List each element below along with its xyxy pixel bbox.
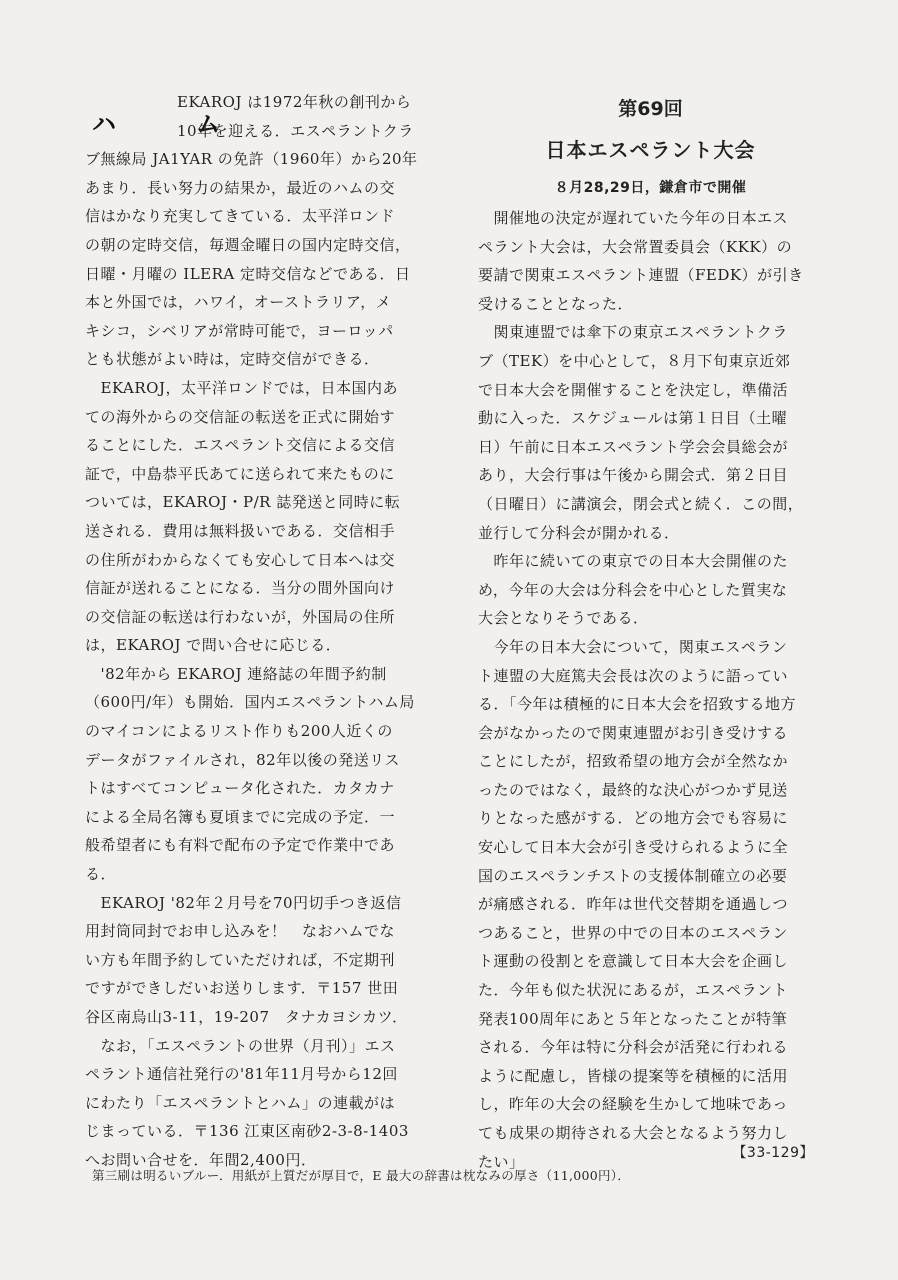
text-line: 受けることとなった．: [478, 294, 634, 313]
text-line: 用封筒同封でお申し込みを！ なおハムでな: [85, 922, 396, 941]
text-line: による全局名簿も夏頃までに完成の予定．一: [85, 807, 396, 826]
text-line: る．「今年は積極的に日本大会を招致する地方: [478, 695, 797, 714]
text-line: め，今年の大会は分科会を中心とした質実な: [478, 580, 788, 599]
text-line: キシコ，シベリアが常時可能で，ヨーロッパ: [85, 321, 394, 340]
text-line: 証で，中島恭平氏あてに送られて来たものに: [85, 464, 395, 483]
text-line: 要請で関東エスペラント連盟（FEDK）が引き: [478, 266, 804, 285]
text-line: は，EKAROJ で問い合せに応じる．: [85, 636, 342, 655]
footer-note: 第三刷は明るいブルー．用紙が上質だが厚目で，E 最大の辞書は枕なみの厚さ（11,000円）．: [92, 1168, 631, 1183]
right-column: [478, 88, 823, 1176]
text-line: ペラント大会は，大会常置委員会（KKK）の: [478, 237, 793, 256]
text-line: た．今年も似た状況にあるが，エスペラント: [478, 981, 789, 1000]
text-line: い方も年間予約していただければ，不定期刊: [85, 950, 396, 969]
text-line: 信証が送れることになる．当分の間外国向け: [85, 579, 396, 598]
text-line: へお問い合せを．年間2,400円．: [85, 1150, 317, 1169]
text-line: 信はかなり充実してきている．太平洋ロンド: [85, 207, 396, 226]
text-line: る．: [85, 865, 117, 884]
text-line: 送される．費用は無料扱いである．交信相手: [85, 521, 396, 540]
ham-section-title: ハ ム: [92, 110, 248, 138]
reference-number: 【33-129】: [732, 1145, 814, 1161]
text-line: 般希望者にも有料で配布の予定で作業中であ: [85, 836, 396, 855]
text-line: ても成果の期待される大会となるよう努力し: [478, 1124, 789, 1142]
text-line: EKAROJ は1972年秋の創刊から: [177, 93, 412, 111]
text-line: 日）午前に日本エスペラント学会会員総会が: [478, 437, 789, 456]
text-line: 谷区南烏山3-11，19-207 タナカヨシカツ．: [85, 1008, 408, 1026]
text-line: EKAROJ '82年２月号を70円切手つき返信: [85, 893, 402, 912]
text-line: ト連盟の大庭篤夫会長は次のように語ってい: [478, 666, 789, 685]
text-line: なお，「エスペラントの世界（月刊）」エス: [85, 1036, 396, 1055]
text-line: が痛感される．昨年は世代交替期を通過しつ: [478, 895, 789, 914]
text-line: し，昨年の大会の経験を生かして地味であっ: [478, 1095, 788, 1114]
text-line: ペラント通信社発行の'81年11月号から12回: [85, 1065, 398, 1084]
text-line: ブ無線局 JA1YAR の免許（1960年）から20年: [85, 150, 418, 169]
text-line: じまっている．〒136 江東区南砂2-3-8-1403: [85, 1122, 409, 1141]
text-line: 動に入った．スケジュールは第１日目（土曜: [478, 409, 788, 428]
text-line: ることにした．エスペラント交信による交信: [85, 436, 396, 455]
text-line: のマイコンによるリスト作りも200人近くの: [85, 722, 393, 741]
text-line: の朝の定時交信，毎週金曜日の国内定時交信，: [85, 235, 411, 254]
text-line: ての海外からの交信証の転送を正式に開始す: [85, 407, 396, 426]
congress-number-title: 第69回: [618, 98, 683, 120]
text-line: ついては，EKAROJ・P/R 誌発送と同時に転: [85, 493, 401, 512]
text-line: ですができしだいお送りします．〒157 世田: [85, 979, 399, 998]
text-line: トはすべてコンピュータ化された．カタカナ: [85, 779, 395, 798]
text-line: 昨年に続いての東京での日本大会開催のた: [478, 552, 789, 571]
congress-title: 日本エスペラント大会: [545, 138, 756, 162]
text-line: 発表100周年にあと５年となったことが特筆: [478, 1009, 788, 1028]
text-line: 日曜・月曜の ILERA 定時交信などである．日: [85, 264, 411, 283]
text-line: あり，大会行事は午後から開会式．第２日目: [478, 466, 789, 485]
text-line: 本と外国では，ハワイ，オーストラリア，メ: [85, 293, 392, 312]
text-line: で日本大会を開催することを決定し，準備活: [478, 380, 789, 399]
text-line: 今年の日本大会について，関東エスペラン: [478, 637, 788, 656]
text-line: ったのではなく，最終的な決心がつかず見送: [478, 780, 788, 799]
text-line: （日曜日）に講演会，閉会式と続く．この間，: [478, 494, 804, 513]
text-line: つあること，世界の中での日本のエスペラン: [478, 923, 789, 942]
text-line: 会がなかったので関東連盟がお引き受けする: [478, 723, 789, 742]
text-line: りとなった感がする．どの地方会でも容易に: [478, 809, 789, 828]
text-line: 安心して日本大会が引き受けられるように全: [478, 838, 789, 857]
congress-article-body: [478, 204, 823, 1176]
text-line: の交信証の転送は行わないが，外国局の住所: [85, 607, 396, 626]
text-line: 開催地の決定が遅れていた今年の日本エス: [478, 209, 789, 227]
text-line: たい」: [478, 1152, 525, 1171]
text-line: とも状態がよい時は，定時交信ができる．: [85, 350, 380, 369]
text-line: ト運動の役割とを意識して日本大会を企画し: [478, 952, 789, 971]
text-line: ブ（TEK）を中心として，８月下旬東京近郊: [478, 351, 791, 370]
text-line: 10年を迎える．エスペラントクラ: [177, 121, 414, 140]
text-line: 大会となりそうである．: [478, 609, 649, 628]
text-line: ように配慮し，皆様の提案等を積極的に活用: [478, 1066, 789, 1085]
text-line: にわたり「エスペラントとハム」の連載がは: [85, 1093, 396, 1112]
text-line: の住所がわからなくても安心して日本へは交: [85, 550, 396, 569]
text-line: EKAROJ，太平洋ロンドでは，日本国内あ: [85, 378, 398, 397]
text-line: 並行して分科会が開かれる．: [478, 523, 680, 542]
text-line: 国のエスペランチストの支援体制確立の必要: [478, 866, 788, 885]
text-line: ことにしたが，招致希望の地方会が全然なか: [478, 752, 789, 771]
text-line: （600円/年）も開始．国内エスペラントハム局: [85, 693, 415, 712]
left-column: [85, 88, 435, 1175]
text-line: データがファイルされ，82年以後の発送リス: [85, 750, 400, 769]
congress-date-subtitle: ８月28,29日，鎌倉市で開催: [554, 180, 747, 196]
text-line: '82年から EKAROJ 連絡誌の年間予約制: [85, 664, 387, 683]
text-line: あまり．長い努力の結果か，最近のハムの交: [85, 178, 396, 197]
text-line: される．今年は特に分科会が活発に行われる: [478, 1038, 789, 1057]
text-line: 関東連盟では傘下の東京エスペラントクラ: [478, 323, 788, 342]
